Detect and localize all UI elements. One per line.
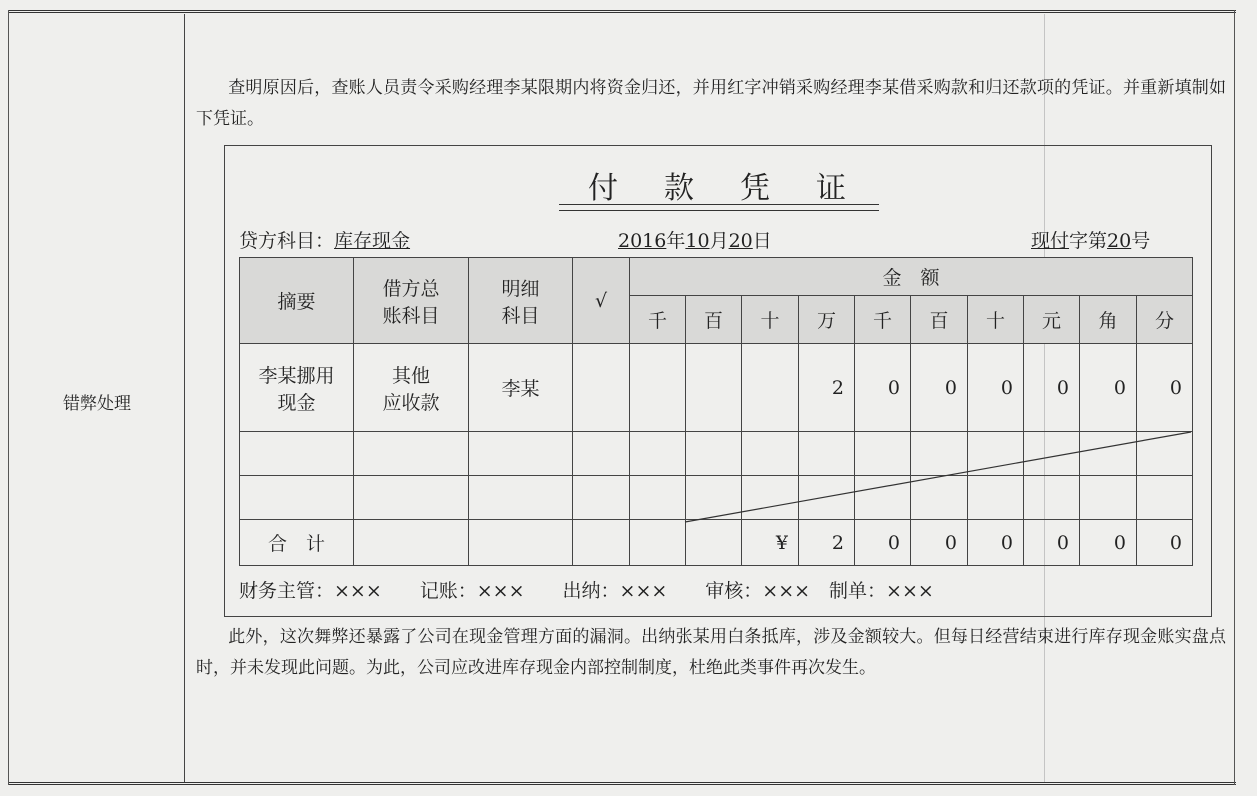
total-digit: ¥ <box>742 520 799 566</box>
signature-line: 财务主管：××× 记账：××× 出纳：××× 审核：××× 制单：××× <box>239 580 934 602</box>
credit-label: 贷方科目： <box>239 230 335 252</box>
header-detail-l1: 明细 <box>501 277 540 300</box>
closing-paragraph-text: 此外，这次舞弊还暴露了公司在现金管理方面的漏洞。出纳张某用白条抵库，涉及金额较大。但每日经营结束进行库存现金账实盘点时，并未发现此问题。为此，公司应改进库存现金内部控制制度，杜绝此类事件再次发生。 <box>196 627 1226 678</box>
header-debit-account-l2: 账科目 <box>382 304 440 327</box>
total-digit: 0 <box>911 520 968 566</box>
total-digit: 0 <box>968 520 1024 566</box>
number-prefix: 现付 <box>1031 230 1070 252</box>
digit-header: 百 <box>686 296 742 344</box>
voucher-title-char: 付 <box>588 171 620 206</box>
entry-digit: 0 <box>968 344 1024 432</box>
entry-digit: 0 <box>1024 344 1080 432</box>
total-digit: 0 <box>1080 520 1137 566</box>
closing-paragraph <box>196 622 1226 684</box>
entry-digit: 0 <box>1137 344 1193 432</box>
number-mid: 字第 <box>1069 230 1108 252</box>
entry-digit: 2 <box>799 344 855 432</box>
total-digit: 0 <box>855 520 911 566</box>
total-digit: 2 <box>799 520 855 566</box>
total-label: 合 计 <box>240 520 354 566</box>
entry-digit: 0 <box>911 344 968 432</box>
date-month-suffix: 月 <box>709 230 729 252</box>
voucher-title-char: 证 <box>816 171 848 206</box>
entry-account-l2: 应收款 <box>382 391 440 414</box>
entry-summary-l1: 李某挪用 <box>258 364 335 387</box>
entry-digit: 0 <box>1080 344 1137 432</box>
intro-paragraph <box>196 73 1226 135</box>
credit-account: 库存现金 <box>334 230 411 252</box>
frame-left-border <box>8 10 9 785</box>
digit-header: 万 <box>799 296 855 344</box>
digit-header: 分 <box>1137 296 1193 344</box>
digit-header: 千 <box>630 296 686 344</box>
header-summary: 摘要 <box>240 258 354 344</box>
entry-summary-l2: 现金 <box>277 391 316 414</box>
digit-header: 百 <box>911 296 968 344</box>
voucher-title-char: 凭 <box>740 171 772 206</box>
date-year-suffix: 年 <box>666 230 686 252</box>
header-amount: 金 额 <box>630 258 1193 296</box>
entry-digit: 0 <box>855 344 911 432</box>
header-check: √ <box>573 258 630 344</box>
digit-header: 角 <box>1080 296 1137 344</box>
side-label: 错弊处理 <box>63 394 131 414</box>
column-divider <box>184 14 185 782</box>
date-day-suffix: 日 <box>752 230 772 252</box>
header-debit-account-l1: 借方总 <box>382 277 440 300</box>
header-detail-l2: 科目 <box>501 304 540 327</box>
digit-header: 十 <box>742 296 799 344</box>
digit-header: 千 <box>855 296 911 344</box>
number-value: 20 <box>1107 230 1132 252</box>
frame-right-border <box>1234 10 1235 785</box>
digit-header: 元 <box>1024 296 1080 344</box>
void-diagonal-line <box>225 146 1211 616</box>
digit-header: 十 <box>968 296 1024 344</box>
date-month: 10 <box>685 230 710 252</box>
date-day: 20 <box>728 230 753 252</box>
payment-voucher <box>224 145 1212 617</box>
entry-account-l1: 其他 <box>391 364 430 387</box>
frame-top-border <box>8 10 1236 13</box>
intro-paragraph-text: 查明原因后，查账人员责令采购经理李某限期内将资金归还，并用红字冲销采购经理李某借采购款和归还款项的凭证。并重新填制如下凭证。 <box>196 78 1226 129</box>
number-suffix: 号 <box>1131 230 1151 252</box>
total-digit: 0 <box>1024 520 1080 566</box>
voucher-title-char: 款 <box>664 171 696 206</box>
date-year: 2016 <box>618 230 667 252</box>
total-digit: 0 <box>1137 520 1193 566</box>
void-diagonal-stroke <box>685 432 1191 522</box>
entry-detail: 李某 <box>469 344 573 432</box>
frame-bottom-border <box>8 782 1236 785</box>
